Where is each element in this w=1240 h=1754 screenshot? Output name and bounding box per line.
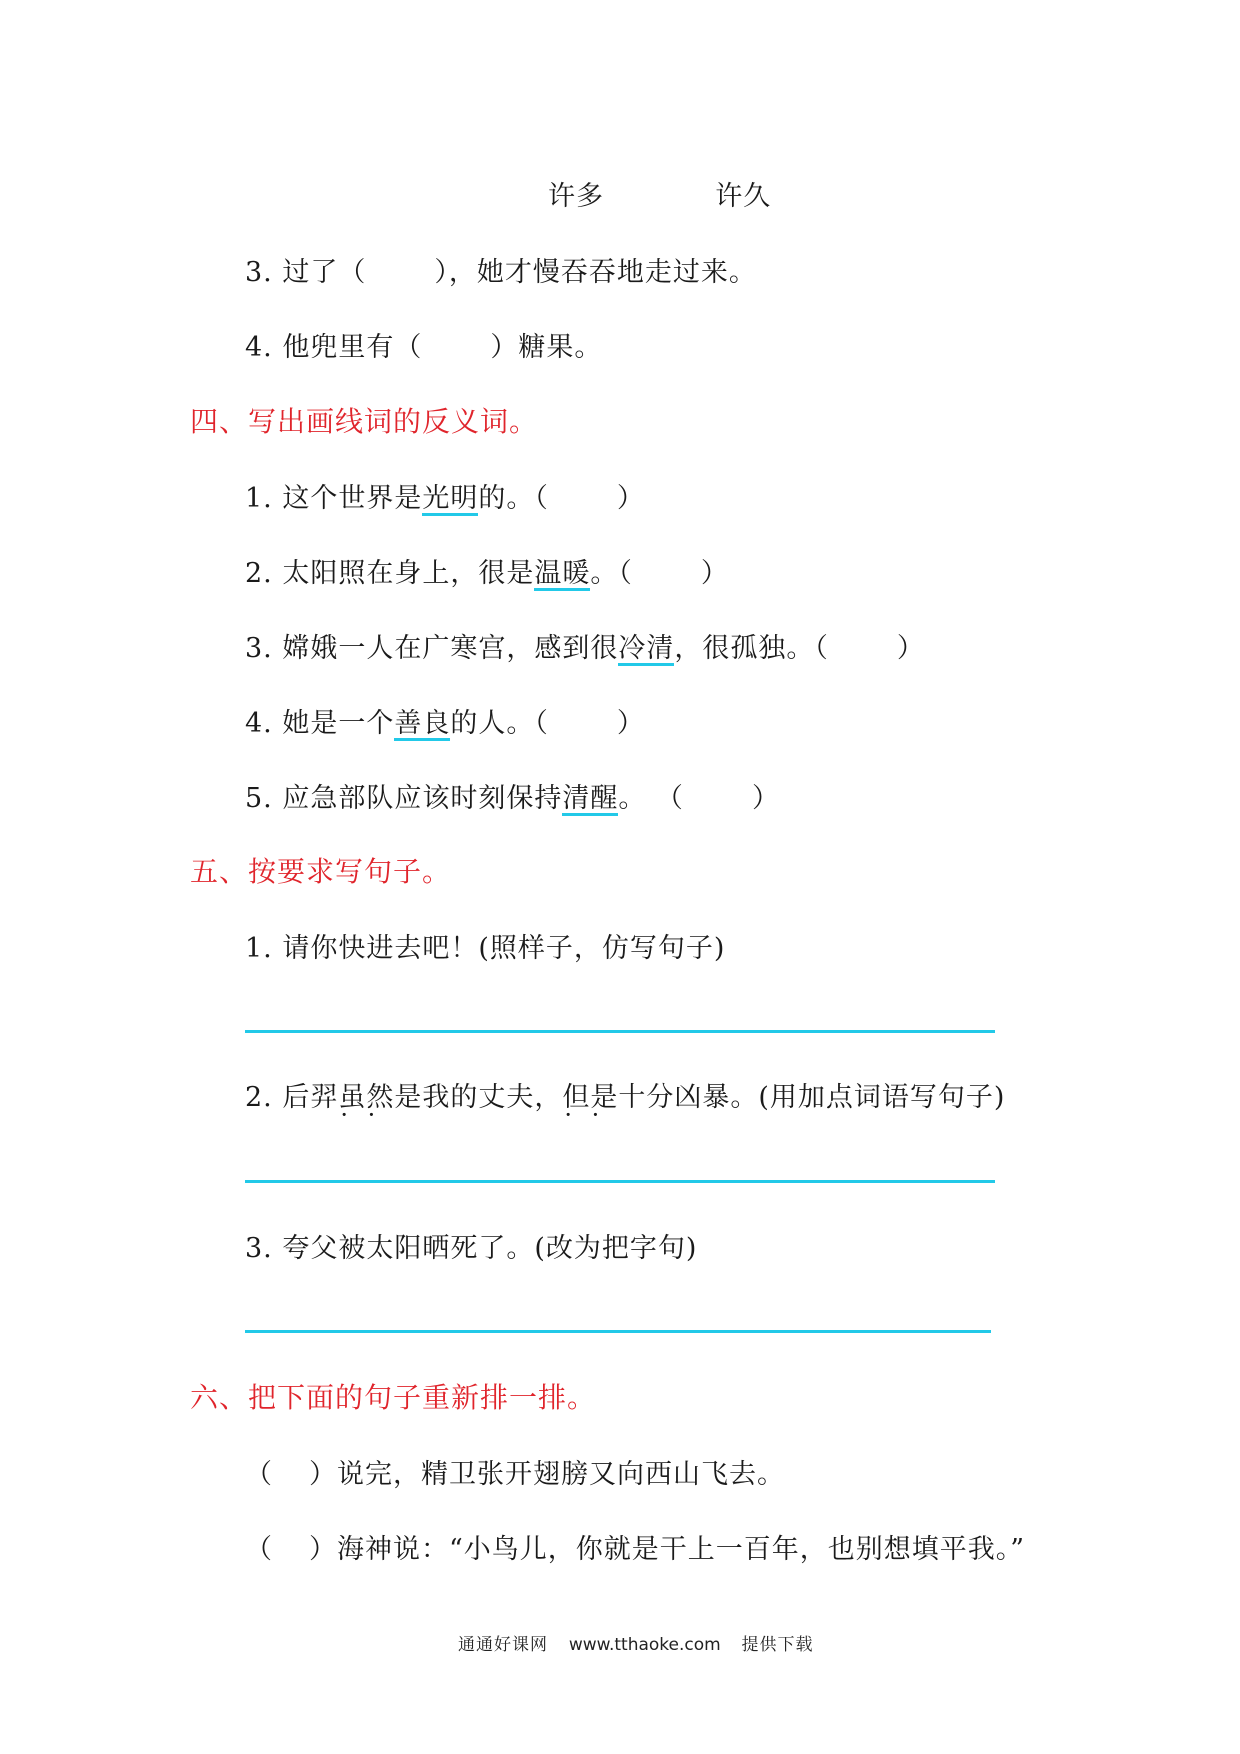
sentence-text: 海神说：“小鸟儿，你就是干上一百年，也别想填平我。” (337, 1534, 1026, 1565)
question-5-3: 3. 夸父被太阳晒死了。(改为把字句) (245, 1233, 698, 1264)
question-text: 十分凶暴。(用加点词语写句子) (618, 1082, 1006, 1113)
bracket: ） (309, 1534, 337, 1565)
question-5-1: 1. 请你快进去吧！(照样子，仿写句子) (245, 933, 726, 964)
section-5-heading: 五、按要求写句子。 (190, 855, 452, 888)
question-text: 。 （ (618, 783, 684, 814)
question-text: ） (700, 558, 729, 589)
question-text: 2. 太阳照在身上，很是 (245, 558, 535, 589)
word-bank (548, 174, 771, 213)
question-text: 2. 后羿 (245, 1082, 339, 1113)
question-text: ），她才慢吞吞地走过来。 (434, 257, 757, 288)
question-text: ）糖果。 (490, 332, 603, 363)
section-4-heading: 四、写出画线词的反义词。 (190, 405, 539, 438)
question-text: ） (616, 483, 645, 514)
bracket: （ (245, 1459, 273, 1490)
bracket: （ (245, 1534, 273, 1565)
question-4-4 (245, 701, 645, 741)
underlined-word: 温暖 (534, 560, 590, 591)
section-6-heading: 六、把下面的句子重新排一排。 (190, 1381, 597, 1414)
bracket: ） (309, 1459, 337, 1490)
underlined-word: 清醒 (562, 785, 618, 816)
question-text: 3. 嫦娥一人在广寒宫，感到很 (245, 633, 619, 664)
footer-note: 提供下载 (741, 1635, 814, 1655)
question-text: 4. 他兜里有（ (245, 332, 423, 363)
question-text: ） (751, 783, 780, 814)
question-text: ） (896, 633, 925, 664)
question-4-5 (245, 776, 780, 816)
footer-site: 通通好课网 (458, 1635, 548, 1655)
question-text: 5. 应急部队应该时刻保持 (245, 783, 563, 814)
underlined-word: 冷清 (618, 635, 674, 666)
question-text: 。（ (590, 558, 633, 589)
underlined-word: 善良 (394, 710, 450, 741)
ordering-item (245, 1452, 785, 1491)
question-4-2 (245, 551, 729, 591)
question-text: 1. 这个世界是 (245, 483, 423, 514)
question-text: ，很孤独。（ (674, 633, 829, 664)
question-text: 4. 她是一个 (245, 708, 395, 739)
footer (458, 1630, 814, 1655)
word-bank-item: 许久 (715, 181, 772, 212)
question-text: 3. 过了（ (245, 257, 367, 288)
answer-line[interactable] (245, 1030, 995, 1033)
sentence-text: 说完，精卫张开翅膀又向西山飞去。 (337, 1459, 785, 1490)
emphasis-dotted-word: 虽然 · · (338, 1075, 394, 1114)
question-3-3 (245, 250, 757, 289)
ordering-item (245, 1527, 1025, 1566)
question-text: 的人。（ (450, 708, 549, 739)
question-text: 是我的丈夫， (394, 1082, 563, 1113)
question-4-3 (245, 626, 925, 666)
answer-line[interactable] (245, 1330, 991, 1333)
question-text: ） (616, 708, 645, 739)
footer-url[interactable]: www.tthaoke.com (568, 1635, 721, 1655)
underlined-word: 光明 (422, 485, 478, 516)
question-4-1 (245, 476, 645, 516)
word-bank-item: 许多 (548, 181, 604, 212)
emphasis-dotted-word: 但是 · · (562, 1075, 618, 1114)
question-text: 的。（ (478, 483, 549, 514)
answer-line[interactable] (245, 1180, 995, 1183)
question-5-2 (245, 1075, 1005, 1114)
question-3-4 (245, 325, 602, 364)
